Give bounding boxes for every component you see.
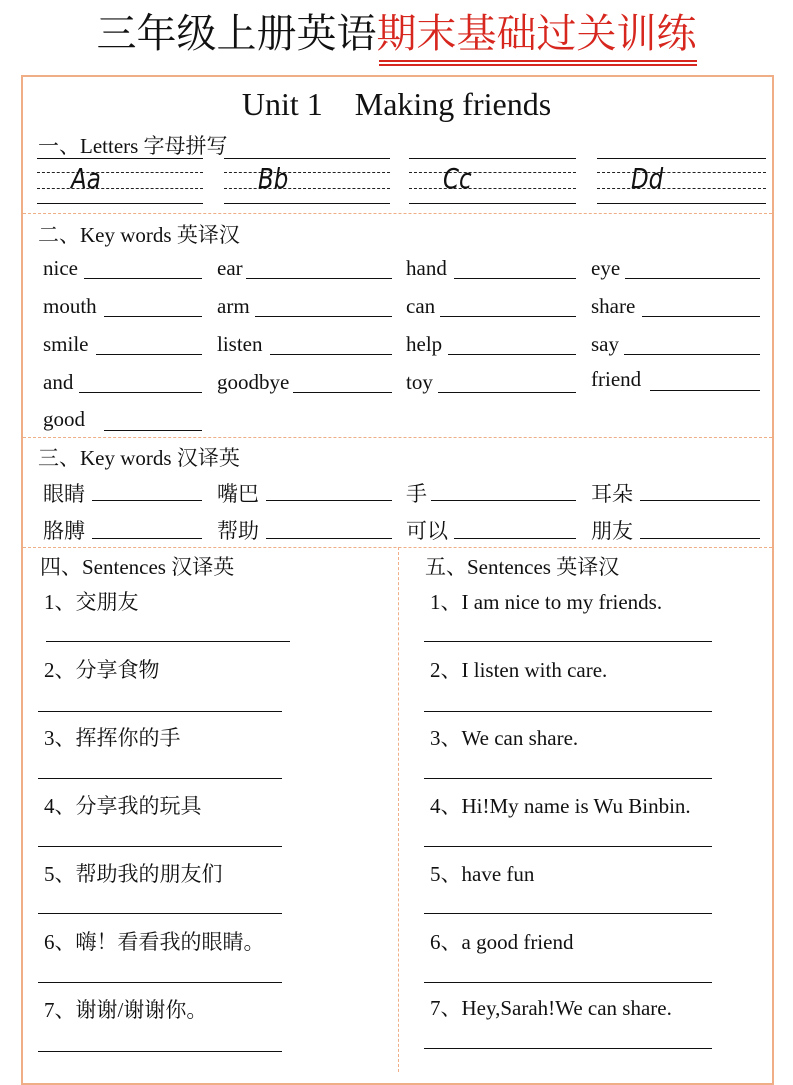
vocab-word: goodbye xyxy=(217,370,290,394)
sentence-item: 5、帮助我的朋友们 xyxy=(44,862,223,886)
column-divider xyxy=(398,547,399,1072)
vocab-word: can xyxy=(406,294,436,318)
answer-blank[interactable] xyxy=(38,913,282,914)
answer-blank[interactable] xyxy=(424,982,712,983)
letter-writing-box[interactable] xyxy=(409,158,576,206)
vocab-word: 嘴巴 xyxy=(217,482,259,506)
vocab-word: toy xyxy=(406,370,433,394)
vocab-word: mouth xyxy=(43,294,97,318)
vocab-word: good xyxy=(43,407,85,431)
answer-blank[interactable] xyxy=(424,1048,712,1049)
vocab-word: and xyxy=(43,370,74,394)
section-4-title: 四、Sentences 汉译英 xyxy=(40,555,235,579)
vocab-word: friend xyxy=(591,367,642,391)
answer-blank[interactable] xyxy=(424,711,712,712)
vocab-word: share xyxy=(591,294,636,318)
letter-writing-box[interactable] xyxy=(597,158,766,206)
sentence-item: 1、I am nice to my friends. xyxy=(430,590,663,614)
answer-blank[interactable] xyxy=(624,354,760,355)
answer-blank[interactable] xyxy=(424,641,712,642)
vocab-word: 朋友 xyxy=(591,519,633,543)
section-1-title: 一、Letters 字母拼写 xyxy=(38,134,228,158)
answer-blank[interactable] xyxy=(38,778,282,779)
sentence-item: 5、have fun xyxy=(430,862,535,886)
vocab-word: listen xyxy=(217,332,263,356)
vocab-word: nice xyxy=(43,256,78,280)
sentence-item: 1、交朋友 xyxy=(44,590,139,614)
letter-glyph: Cc xyxy=(443,162,472,195)
sentence-item: 2、I listen with care. xyxy=(430,658,608,682)
answer-blank[interactable] xyxy=(92,538,202,539)
answer-blank[interactable] xyxy=(440,316,576,317)
answer-blank[interactable] xyxy=(266,538,392,539)
answer-blank[interactable] xyxy=(46,641,290,642)
vocab-word: eye xyxy=(591,256,621,280)
banner-title-red: 期末基础过关训练 xyxy=(377,0,697,68)
vocab-word: 耳朵 xyxy=(591,482,633,506)
section-5-title: 五、Sentences 英译汉 xyxy=(425,555,620,579)
answer-blank[interactable] xyxy=(640,500,760,501)
sentence-item: 2、分享食物 xyxy=(44,658,160,682)
answer-blank[interactable] xyxy=(293,392,392,393)
vocab-word: smile xyxy=(43,332,89,356)
letter-glyph: Bb xyxy=(258,162,289,195)
letter-glyph: Dd xyxy=(631,162,664,195)
answer-blank[interactable] xyxy=(424,913,712,914)
sentence-item: 3、挥挥你的手 xyxy=(44,726,181,750)
letter-writing-box[interactable] xyxy=(37,158,203,206)
answer-blank[interactable] xyxy=(424,778,712,779)
sentence-item: 6、嗨！看看我的眼睛。 xyxy=(44,930,265,954)
banner-title-black: 三年级上册英语 xyxy=(96,11,377,57)
answer-blank[interactable] xyxy=(38,1051,282,1052)
sentence-item: 3、We can share. xyxy=(430,726,579,750)
vocab-word: hand xyxy=(406,256,447,280)
section-divider xyxy=(23,437,772,438)
answer-blank[interactable] xyxy=(270,354,392,355)
unit-title: Unit 1 Making friends xyxy=(241,86,552,122)
letter-writing-box[interactable] xyxy=(224,158,390,206)
answer-blank[interactable] xyxy=(454,278,576,279)
answer-blank[interactable] xyxy=(38,711,282,712)
vocab-word: ear xyxy=(217,256,243,280)
vocab-word: 可以 xyxy=(406,519,448,543)
answer-blank[interactable] xyxy=(642,316,760,317)
answer-blank[interactable] xyxy=(640,538,760,539)
vocab-word: 胳膊 xyxy=(43,519,85,543)
sentence-item: 4、分享我的玩具 xyxy=(44,794,202,818)
section-3-title: 三、Key words 汉译英 xyxy=(38,446,240,470)
letter-glyph: Aa xyxy=(71,162,101,195)
vocab-word: 帮助 xyxy=(217,519,259,543)
answer-blank[interactable] xyxy=(625,278,760,279)
answer-blank[interactable] xyxy=(84,278,202,279)
sentence-item: 7、谢谢/谢谢你。 xyxy=(44,998,208,1022)
vocab-word: arm xyxy=(217,294,250,318)
answer-blank[interactable] xyxy=(246,278,392,279)
answer-blank[interactable] xyxy=(650,390,760,391)
answer-blank[interactable] xyxy=(454,538,576,539)
answer-blank[interactable] xyxy=(104,316,202,317)
section-divider xyxy=(23,213,772,214)
answer-blank[interactable] xyxy=(38,846,282,847)
answer-blank[interactable] xyxy=(38,982,282,983)
answer-blank[interactable] xyxy=(104,430,202,431)
answer-blank[interactable] xyxy=(424,846,712,847)
section-2-title: 二、Key words 英译汉 xyxy=(38,223,240,247)
answer-blank[interactable] xyxy=(448,354,576,355)
answer-blank[interactable] xyxy=(79,392,202,393)
answer-blank[interactable] xyxy=(438,392,576,393)
answer-blank[interactable] xyxy=(255,316,392,317)
vocab-word: 眼睛 xyxy=(43,482,85,506)
answer-blank[interactable] xyxy=(266,500,392,501)
sentence-item: 4、Hi!My name is Wu Binbin. xyxy=(430,794,691,818)
answer-blank[interactable] xyxy=(92,500,202,501)
vocab-word: 手 xyxy=(406,482,427,506)
answer-blank[interactable] xyxy=(96,354,202,355)
sentence-item: 6、a good friend xyxy=(430,930,574,954)
vocab-word: say xyxy=(591,332,619,356)
vocab-word: help xyxy=(406,332,443,356)
sentence-item: 7、Hey,Sarah!We can share. xyxy=(430,996,672,1020)
worksheet-banner xyxy=(0,0,793,68)
answer-blank[interactable] xyxy=(431,500,576,501)
